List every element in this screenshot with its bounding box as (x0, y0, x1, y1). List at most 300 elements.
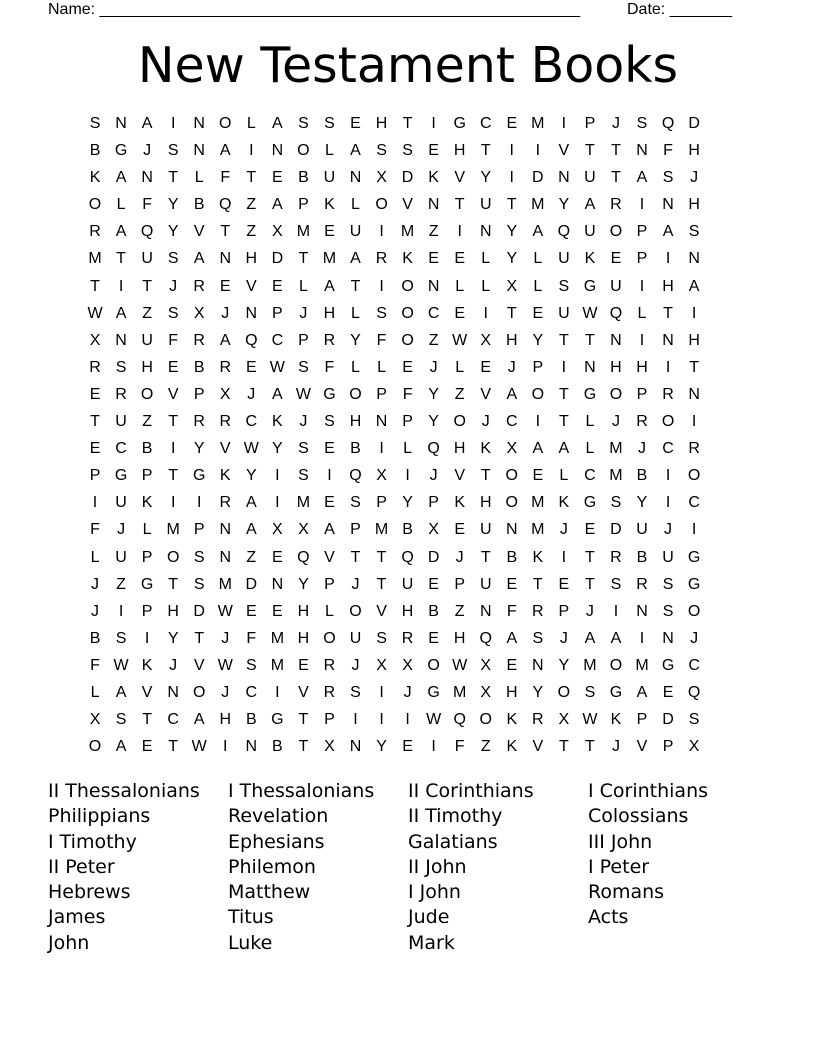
grid-letter: J (117, 521, 126, 539)
grid-letter: I (196, 494, 202, 512)
grid-letter: S (298, 358, 309, 376)
grid-letter: N (584, 358, 596, 376)
grid-letter: I (275, 683, 280, 701)
grid-letter: Q (609, 304, 623, 322)
grid-letter: R (636, 575, 648, 593)
grid-letter: O (479, 711, 492, 729)
grid-letter: O (375, 196, 388, 214)
grid-letter: J (169, 277, 178, 295)
grid-letter: M (270, 656, 285, 674)
grid-letter: O (166, 548, 180, 566)
grid-letter: J (221, 629, 230, 647)
grid-letter: I (561, 115, 567, 132)
grid-letter: C (505, 413, 518, 431)
grid-letter: S (662, 169, 674, 187)
grid-letter: C (115, 440, 127, 458)
grid-letter: R (89, 223, 101, 241)
grid-letter: Y (167, 223, 179, 241)
grid-letter: I (457, 223, 462, 241)
grid-letter: S (558, 277, 570, 295)
grid-letter: U (141, 331, 153, 349)
grid-letter: P (141, 548, 153, 566)
grid-letter: V (324, 548, 335, 566)
grid-letter: E (532, 467, 544, 485)
grid-letter: A (688, 277, 700, 295)
grid-letter: I (561, 358, 567, 376)
grid-letter: T (298, 738, 309, 756)
word-list-item: Galatians (408, 830, 498, 853)
grid-letter: X (193, 304, 205, 322)
word-list-item: Luke (228, 931, 273, 954)
grid-letter: N (532, 656, 544, 674)
grid-letter: L (481, 250, 491, 268)
grid-letter: Z (480, 738, 491, 756)
grid-letter: T (532, 575, 543, 593)
grid-letter: Z (246, 196, 257, 214)
grid-letter: M (531, 115, 545, 132)
grid-letter: P (272, 304, 283, 322)
grid-letter: A (506, 629, 518, 647)
grid-letter: E (558, 575, 570, 593)
grid-letter: H (167, 602, 179, 620)
grid-letter: B (89, 142, 101, 160)
grid-letter: Z (454, 602, 465, 620)
grid-letter: T (506, 196, 517, 214)
grid-letter: O (687, 467, 701, 485)
grid-letter: G (687, 548, 701, 566)
grid-letter: M (270, 629, 285, 647)
grid-letter: R (375, 250, 388, 268)
word-list-item: II John (408, 855, 467, 878)
grid-letter: T (585, 575, 595, 593)
grid-letter: T (116, 250, 126, 268)
grid-letter: H (453, 142, 466, 160)
grid-letter: E (272, 169, 283, 187)
grid-letter: T (558, 738, 569, 756)
grid-letter: R (532, 711, 544, 729)
grid-letter: J (351, 656, 360, 674)
grid-letter: H (505, 683, 518, 701)
grid-letter: L (455, 358, 465, 376)
grid-letter: N (271, 575, 284, 593)
grid-letter: V (376, 602, 387, 620)
grid-letter: Q (219, 196, 232, 214)
grid-letter: L (246, 115, 256, 132)
grid-letter: P (193, 385, 205, 403)
grid-letter: R (323, 656, 336, 674)
grid-letter: L (194, 169, 204, 187)
grid-letter: W (217, 602, 233, 620)
grid-letter: T (585, 331, 595, 349)
grid-letter: I (275, 467, 280, 485)
grid-letter: T (585, 738, 595, 756)
grid-letter: C (479, 115, 492, 132)
grid-letter: M (531, 494, 545, 512)
grid-letter: S (193, 575, 205, 593)
grid-letter: I (561, 548, 567, 566)
grid-letter: Q (140, 223, 154, 241)
grid-letter: S (532, 629, 544, 647)
grid-letter: Y (506, 250, 518, 268)
grid-letter: P (350, 521, 361, 539)
grid-letter: M (166, 521, 180, 539)
grid-letter: P (298, 196, 309, 214)
grid-letter: E (219, 277, 231, 295)
grid-letter: T (480, 467, 491, 485)
grid-letter: W (269, 358, 285, 376)
grid-letter: I (535, 413, 541, 431)
grid-letter: I (483, 304, 488, 322)
grid-letter: B (193, 358, 205, 376)
grid-letter: X (324, 738, 335, 756)
grid-letter: J (585, 602, 594, 620)
grid-letter: Y (167, 629, 179, 647)
grid-row (82, 354, 707, 381)
grid-letter: N (271, 142, 284, 160)
grid-letter: X (376, 467, 387, 485)
grid-letter: T (558, 331, 569, 349)
grid-letter: P (662, 738, 674, 756)
grid-letter: I (665, 250, 671, 268)
grid-letter: S (662, 575, 674, 593)
grid-letter: E (402, 738, 413, 756)
grid-letter: F (142, 196, 152, 214)
grid-letter: N (688, 250, 700, 268)
grid-letter: I (509, 169, 514, 187)
grid-letter: V (402, 196, 413, 214)
grid-letter: S (350, 494, 361, 512)
word-list-item: Revelation (228, 805, 329, 828)
grid-letter: K (610, 711, 622, 729)
grid-letter: H (375, 115, 388, 132)
grid-letter: N (662, 196, 674, 214)
grid-letter: A (219, 331, 231, 349)
grid-letter: K (532, 548, 544, 566)
grid-letter: U (479, 575, 492, 593)
grid-letter: K (428, 169, 439, 187)
grid-letter: P (558, 602, 570, 620)
grid-letter: U (115, 413, 127, 431)
grid-letter: L (585, 413, 595, 431)
grid-letter: E (454, 250, 466, 268)
grid-row (82, 381, 707, 408)
grid-letter: B (506, 548, 518, 566)
grid-letter: F (454, 738, 465, 756)
grid-letter: S (350, 683, 361, 701)
grid-letter: R (89, 358, 101, 376)
grid-letter: H (662, 277, 674, 295)
grid-letter: K (454, 494, 466, 512)
grid-letter: P (636, 250, 648, 268)
grid-letter: S (298, 467, 309, 485)
grid-letter: H (453, 629, 466, 647)
grid-letter: B (350, 440, 361, 458)
grid-letter: N (427, 277, 440, 295)
grid-letter: Q (453, 711, 466, 729)
grid-letter: N (610, 331, 622, 349)
grid-letter: E (454, 521, 466, 539)
grid-letter: B (402, 521, 413, 539)
grid-letter: X (480, 331, 492, 349)
grid-letter: Q (427, 440, 440, 458)
grid-letter: L (116, 196, 126, 214)
grid-letter: S (115, 629, 127, 647)
grid-letter: I (665, 358, 671, 376)
grid-letter: J (299, 413, 308, 431)
grid-letter: A (532, 223, 544, 241)
word-list-item: Philemon (228, 855, 316, 878)
grid-letter: E (610, 250, 622, 268)
grid-letter: E (480, 358, 492, 376)
grid-letter: O (609, 385, 623, 403)
grid-letter: W (87, 304, 103, 322)
grid-letter: J (221, 304, 230, 322)
grid-letter: X (480, 656, 492, 674)
word-list-item: I Corinthians (588, 780, 709, 802)
grid-letter: D (532, 169, 544, 187)
grid-row (82, 462, 707, 489)
grid-letter: R (193, 277, 205, 295)
grid-letter: A (636, 683, 648, 701)
word-list-item: Ephesians (228, 830, 325, 853)
grid-letter: B (89, 629, 101, 647)
grid-row (82, 679, 707, 706)
grid-letter: U (479, 521, 492, 539)
grid-letter: U (349, 223, 362, 241)
grid-letter: V (480, 385, 492, 403)
grid-letter: X (376, 169, 387, 187)
grid-letter: X (219, 385, 231, 403)
grid-letter: T (142, 711, 152, 729)
grid-letter: Q (687, 683, 701, 701)
grid-letter: A (115, 169, 127, 187)
grid-letter: I (691, 304, 697, 322)
grid-letter: D (193, 602, 205, 620)
grid-letter: I (170, 115, 176, 132)
grid-letter: I (665, 467, 671, 485)
grid-letter: J (481, 413, 490, 431)
word-list-item: Acts (588, 906, 629, 929)
grid-letter: E (428, 250, 439, 268)
grid-letter: E (402, 358, 413, 376)
grid-letter: A (324, 521, 335, 539)
grid-letter: E (350, 115, 361, 132)
grid-letter: V (454, 467, 466, 485)
grid-letter: I (379, 223, 384, 241)
grid-letter: N (688, 385, 700, 403)
grid-row (82, 273, 707, 300)
grid-letter: E (141, 738, 153, 756)
header (48, 0, 748, 20)
grid-letter: E (324, 223, 335, 241)
grid-letter: V (193, 223, 205, 241)
grid-letter: I (665, 494, 671, 512)
grid-letter: L (351, 196, 360, 214)
grid-letter: Z (428, 223, 439, 241)
grid-letter: G (323, 385, 336, 403)
grid-letter: S (402, 142, 413, 160)
grid-letter: B (193, 196, 205, 214)
grid-letter: N (349, 169, 362, 187)
grid-letter: T (376, 548, 387, 566)
grid-letter: A (272, 115, 283, 132)
grid-letter: V (636, 738, 648, 756)
grid-letter: E (506, 575, 518, 593)
grid-letter: E (532, 304, 544, 322)
grid-letter: C (584, 467, 596, 485)
grid-letter: J (91, 602, 100, 620)
grid-letter: N (141, 169, 153, 187)
grid-row (82, 408, 707, 435)
grid-letter: Y (298, 575, 309, 593)
grid-letter: R (636, 413, 648, 431)
grid-letter: I (613, 602, 619, 620)
grid-letter: T (663, 304, 673, 322)
grid-letter: A (506, 385, 518, 403)
grid-letter: C (688, 656, 700, 674)
grid-letter: T (168, 467, 179, 485)
grid-letter: A (272, 196, 283, 214)
grid-letter: P (376, 385, 387, 403)
grid-letter: S (324, 413, 335, 431)
grid-letter: I (379, 440, 384, 458)
grid-letter: G (661, 656, 675, 674)
grid-letter: U (584, 169, 596, 187)
grid-letter: A (193, 250, 205, 268)
word-list-item: I Thessalonians (228, 780, 375, 802)
grid-letter: U (141, 250, 153, 268)
grid-letter: I (379, 277, 384, 295)
grid-letter: W (243, 440, 259, 458)
grid-letter: R (610, 196, 622, 214)
grid-letter: W (582, 304, 598, 322)
grid-letter: W (426, 711, 442, 729)
grid-letter: I (223, 738, 228, 756)
grid-letter: O (401, 304, 414, 322)
grid-letter: O (609, 223, 623, 241)
grid-letter: M (322, 250, 337, 268)
grid-letter: T (558, 413, 569, 431)
grid-letter: W (582, 711, 598, 729)
grid-letter: N (219, 250, 232, 268)
grid-letter: E (428, 142, 439, 160)
word-list-item: III John (588, 830, 653, 853)
grid-letter: N (375, 413, 388, 431)
grid-letter: J (559, 521, 568, 539)
grid-letter: N (427, 196, 440, 214)
grid-letter: N (349, 738, 362, 756)
grid-letter: B (428, 602, 439, 620)
word-list-item: II Corinthians (408, 780, 534, 802)
grid-letter: P (584, 115, 596, 132)
grid-letter: T (90, 413, 100, 431)
grid-letter: E (245, 602, 257, 620)
grid-letter: Y (167, 196, 179, 214)
grid-letter: J (351, 575, 360, 593)
grid-letter: O (609, 656, 623, 674)
grid-letter: T (454, 196, 465, 214)
grid-letter: K (558, 494, 570, 512)
grid-letter: A (350, 142, 361, 160)
grid-letter: A (115, 304, 127, 322)
grid-letter: I (144, 629, 150, 647)
grid-letter: S (115, 711, 127, 729)
grid-letter: W (113, 656, 129, 674)
grid-letter: T (558, 385, 569, 403)
grid-letter: I (691, 521, 697, 539)
grid-letter: A (141, 115, 153, 132)
grid-letter: R (219, 494, 232, 512)
grid-letter: S (89, 115, 101, 132)
grid-letter: F (506, 602, 517, 620)
grid-letter: Y (350, 331, 361, 349)
grid-letter: A (636, 169, 648, 187)
grid-row (82, 327, 707, 354)
grid-letter: G (271, 711, 284, 729)
grid-letter: F (402, 385, 413, 403)
grid-letter: X (558, 711, 570, 729)
grid-letter: L (377, 358, 386, 376)
grid-letter: E (89, 440, 101, 458)
grid-letter: T (480, 548, 491, 566)
grid-letter: Y (636, 494, 648, 512)
page-title: New Testament Books (137, 37, 679, 94)
grid-row (82, 218, 707, 245)
grid-letter: R (193, 413, 205, 431)
grid-letter: L (559, 467, 569, 485)
grid-letter: N (636, 602, 648, 620)
grid-letter: J (611, 738, 620, 756)
grid-letter: R (219, 358, 232, 376)
grid-letter: E (324, 440, 335, 458)
grid-letter: P (636, 385, 648, 403)
grid-letter: P (324, 711, 335, 729)
grid-letter: L (455, 277, 465, 295)
grid-letter: C (688, 494, 700, 512)
grid-letter: P (454, 575, 466, 593)
grid-letter: N (558, 169, 570, 187)
grid-letter: P (141, 602, 153, 620)
grid-letter: R (401, 629, 414, 647)
grid-letter: R (115, 385, 127, 403)
grid-letter: H (688, 196, 700, 214)
grid-letter: M (374, 521, 389, 539)
grid-letter: C (245, 413, 258, 431)
grid-letter: F (90, 656, 100, 674)
grid-letter: O (401, 331, 414, 349)
grid-letter: G (140, 575, 154, 593)
grid-letter: X (89, 331, 101, 349)
grid-letter: J (91, 575, 100, 593)
grid-letter: X (376, 656, 387, 674)
grid-letter: S (636, 115, 648, 132)
grid-row (82, 625, 707, 652)
grid-letter: K (141, 656, 153, 674)
grid-letter: S (167, 142, 179, 160)
grid-letter: X (688, 738, 700, 756)
grid-letter: O (192, 683, 206, 701)
grid-letter: O (505, 494, 518, 512)
grid-letter: I (405, 711, 410, 729)
grid-letter: P (402, 413, 413, 431)
grid-letter: M (296, 494, 311, 512)
grid-letter: K (324, 196, 335, 214)
grid-letter: U (558, 304, 570, 322)
grid-letter: O (557, 683, 571, 701)
grid-letter: T (506, 304, 517, 322)
grid-letter: U (115, 548, 127, 566)
grid-letter: I (170, 440, 176, 458)
